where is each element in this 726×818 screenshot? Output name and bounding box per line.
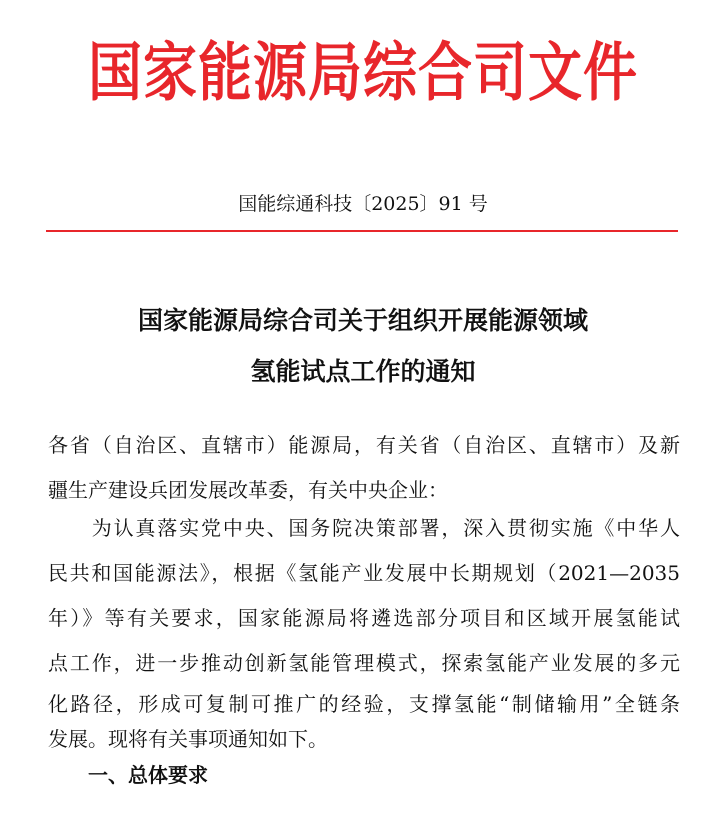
salutation-line-1: 各省（自治区、直辖市）能源局，有关省（自治区、直辖市）及新	[48, 433, 680, 457]
red-divider-line	[46, 230, 678, 232]
paragraph-line-2: 民共和国能源法》，根据《氢能产业发展中长期规划（2021—2035	[48, 561, 680, 585]
salutation-line-2: 疆生产建设兵团发展改革委，有关中央企业：	[48, 478, 448, 502]
paragraph-line-3: 年）》等有关要求，国家能源局将遴选部分项目和区域开展氢能试	[48, 606, 680, 630]
paragraph-line-6: 发展。现将有关事项通知如下。	[48, 727, 328, 751]
document-header-title: 国家能源局综合司文件	[88, 34, 638, 110]
paragraph-line-5: 化路径，形成可复制可推广的经验，支撑氢能“制储输用”全链条	[48, 692, 680, 716]
notice-title-line-2: 氢能试点工作的通知	[250, 357, 476, 386]
section-heading-general-requirements: 一、总体要求	[88, 763, 208, 787]
document-number: 国能综通科技〔2025〕91 号	[238, 193, 488, 215]
notice-title-line-1: 国家能源局综合司关于组织开展能源领域	[137, 306, 588, 335]
paragraph-line-1: 为认真落实党中央、国务院决策部署，深入贯彻实施《中华人	[48, 516, 680, 540]
paragraph-line-4: 点工作，进一步推动创新氢能管理模式，探索氢能产业发展的多元	[48, 651, 680, 675]
